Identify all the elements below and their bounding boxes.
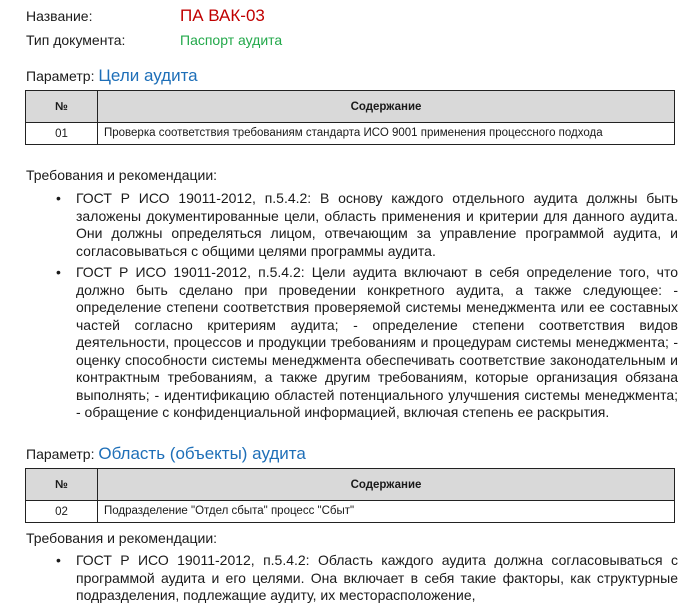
table-header-row <box>26 469 675 501</box>
table-row <box>26 123 675 145</box>
list-item <box>52 552 678 605</box>
section-2-parameter-value: Область (объекты) аудита <box>98 444 306 463</box>
number-column-header: № <box>26 469 98 501</box>
number-column-header: № <box>26 91 98 123</box>
section-1-recommendations-label: Требования и рекомендации: <box>26 167 218 183</box>
section-1-parameter-value: Цели аудита <box>98 66 198 85</box>
section-2-parameter <box>26 444 306 464</box>
document-type-value: Паспорт аудита <box>180 32 283 48</box>
row-number: 01 <box>26 123 98 145</box>
document-name-value: ПА ВАК-03 <box>180 6 265 25</box>
recommendation-text: ГОСТ Р ИСО 19011-2012, п.5.4.2: Цели аудита включают в себя определение того, что должно быть сделано при проведении конкретного аудита, а также следующее: - определение степени соответствия проверяемой системы менеджмента или ее составных частей согласно критериям аудита; - определение степени соответствия видов деятельности, процессов и продукции требованиям и процедурам системы менеджмента; - оценку способности системы менеджмента обеспечивать соответствие законодательным и контрактным требованиям, а также другим требованиям, которые организация обязана выполнять; - идентификацию областей потенциального улучшения системы менеджмента; - обращение с конфиденциальной информацией, включая степень ее раскрытия. <box>76 264 678 420</box>
table-row <box>26 501 675 523</box>
section-2-table <box>25 468 675 523</box>
row-content: Проверка соответствия требованиям стандарта ИСО 9001 применения процессного подхода <box>98 123 675 145</box>
section-1-table <box>25 90 675 145</box>
list-item <box>52 264 678 422</box>
list-item <box>52 190 678 260</box>
document-name-label: Название: <box>26 8 93 24</box>
bullet-icon: • <box>56 264 61 280</box>
document-type-label: Тип документа: <box>26 32 126 48</box>
row-number: 02 <box>26 501 98 523</box>
row-content: Подразделение "Отдел сбыта" процесс "Сбыт" <box>98 501 675 523</box>
recommendation-text: ГОСТ Р ИСО 19011-2012, п.5.4.2: В основу каждого отдельного аудита должны быть заложены документированные цели, область применения и критерии для данного аудита. Они должны определяться лицом, отвечающим за управление программой аудита, и согласовываться с общими целями программы аудита. <box>76 190 678 259</box>
section-1-recommendations-list <box>52 190 678 426</box>
section-2-parameter-label: Параметр: <box>26 446 95 462</box>
bullet-icon: • <box>56 190 61 206</box>
section-1-parameter-label: Параметр: <box>26 68 95 84</box>
recommendation-text: ГОСТ Р ИСО 19011-2012, п.5.4.2: Область каждого аудита должна согласовываться с программой аудита и его целями. Она включает в себя такие факторы, как структурные подразделения, подлежащие аудиту, их месторасположение, <box>76 552 678 603</box>
section-2-recommendations-label: Требования и рекомендации: <box>26 530 218 546</box>
section-2-recommendations-list <box>52 552 678 609</box>
content-column-header: Содержание <box>98 469 675 501</box>
table-header-row <box>26 91 675 123</box>
section-1-parameter <box>26 66 198 86</box>
content-column-header: Содержание <box>98 91 675 123</box>
bullet-icon: • <box>56 552 61 568</box>
